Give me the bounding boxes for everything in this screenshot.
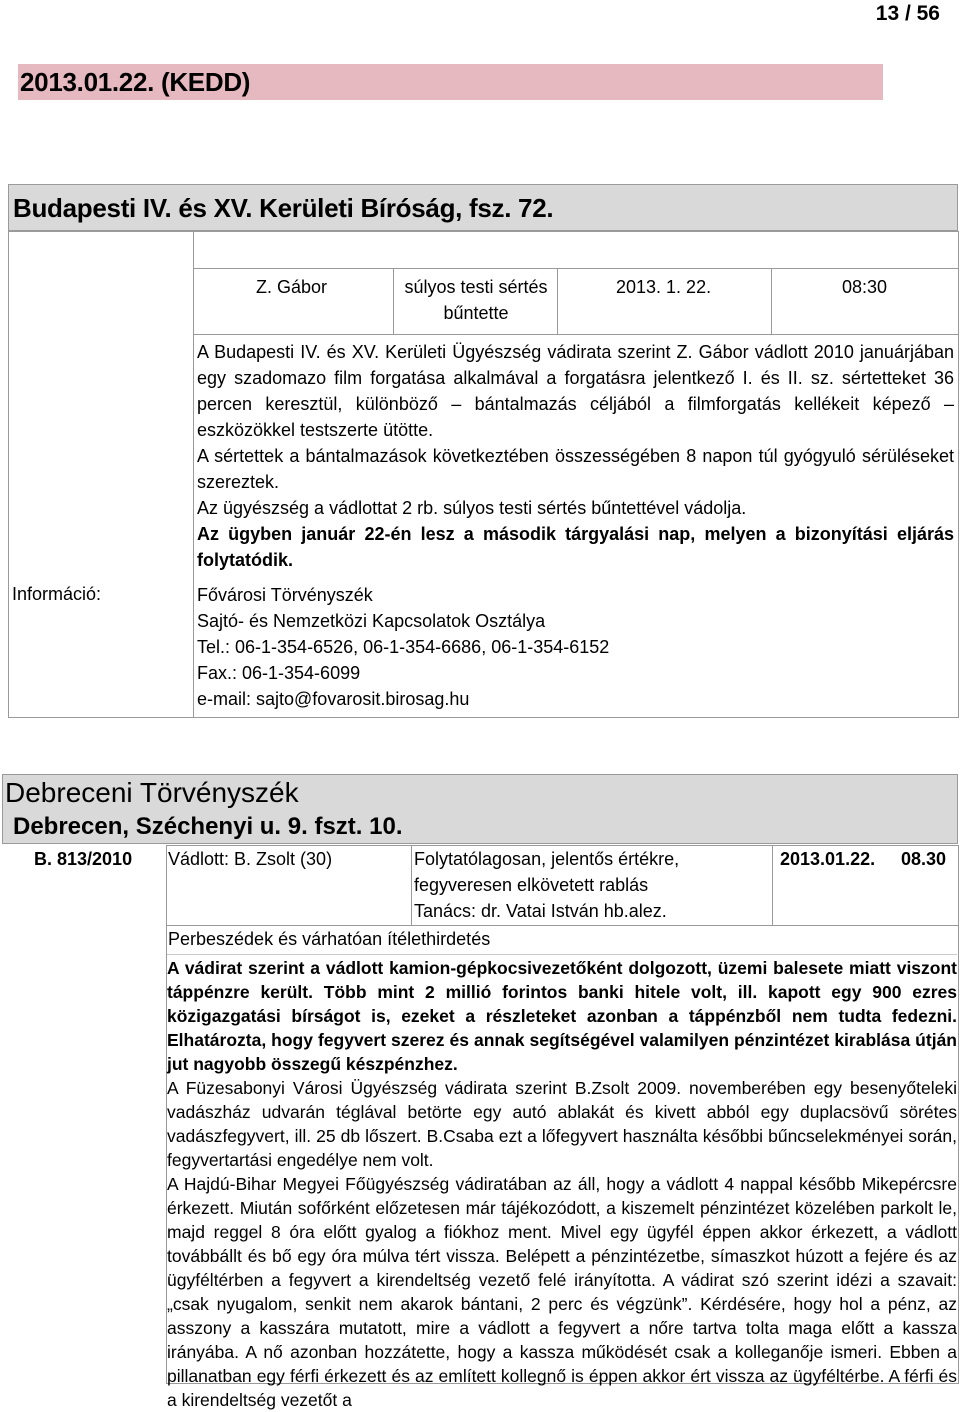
charge-line-1: Folytatólagosan, jelentős értékre,	[414, 849, 680, 869]
defendant-name: Z. Gábor	[256, 277, 328, 297]
defendant-cell	[194, 269, 394, 335]
description-paragraph: A Budapesti IV. és XV. Kerületi Ügyészség vádirata szerint Z. Gábor vádlott 2010 januárjában egy szadomazo film forgatása alkalmával a forgatásra jelentkező I. és II. sz. sértetteket 36 percen keresztül, különböző – bántalmazás céljából a filmforgatás kellékeit képező – eszközökkel testszerte ütötte.	[197, 342, 954, 440]
info-label: Információ:	[12, 584, 102, 604]
description-paragraph: A Füzesabonyi Városi Ügyészség vádirata szerint B.Zsolt 2009. novemberében egy besenyőteleki vadászház udvarán téglával betörte egy autó ablakát és kivett abból egy duplacsövű sörétes vadászfegyvert, ill. 25 db lőszert. B.Csaba ezt a lőfegyvert használta későbbi bűncselekményei során, fegyvertartási engedélye nem volt.	[167, 1078, 957, 1170]
court-header	[8, 184, 958, 231]
court-title: Debreceni Törvényszék	[5, 777, 299, 808]
press-contact	[197, 582, 897, 712]
time-cell	[772, 269, 959, 335]
label-column	[8, 231, 194, 718]
case-date: 2013.01.22.	[780, 849, 876, 869]
case-description	[197, 339, 954, 573]
case-time: 08.30	[901, 849, 947, 869]
description-paragraph: Az ügyészség a vádlottat 2 rb. súlyos testi sértés bűntettével vádolja.	[197, 498, 747, 518]
hearing-note: Az ügyben január 22-én lesz a második tárgyalási nap, melyen a bizonyítási eljárás folytatódik.	[197, 524, 954, 570]
court-address: Debrecen, Széchenyi u. 9. fszt. 10.	[13, 813, 403, 840]
contact-email[interactable]: e-mail: sajto@fovarosit.birosag.hu	[197, 689, 470, 709]
defendant-name: Vádlott: B. Zsolt (30)	[168, 849, 333, 869]
case-time: 08:30	[842, 277, 888, 297]
page-number: 13 / 56	[875, 2, 940, 25]
contact-org: Fővárosi Törvényszék	[197, 585, 373, 605]
description-paragraph: A sértettek a bántalmazások következtében összességében 8 napon túl gyógyuló sérüléseket szereztek.	[197, 446, 954, 492]
date-cell	[558, 269, 772, 335]
case-row	[166, 845, 959, 926]
charge-line-2: bűntette	[443, 303, 509, 323]
case-date: 2013. 1. 22.	[616, 277, 712, 297]
court-title: Budapesti IV. és XV. Kerületi Bíróság, fsz. 72.	[13, 193, 554, 223]
case-number: B. 813/2010	[34, 849, 133, 869]
date-banner	[18, 64, 883, 100]
description-bold: A vádirat szerint a vádlott kamion-gépkocsivezetőként dolgozott, üzemi balesete miatt viszont táppénzre került. Több mint 2 millió forintos banki hitele volt, ill. kapott egy 900 ezres közigazgatási bírságot is, ezeket a részleteket azonban a táppénzből nem tudta fedezni. Elhatározta, hogy fegyvert szerez és annak segítségével valamilyen pénzintézet kirablása útján jut nagyobb összegű készpénzhez.	[167, 958, 957, 1074]
hearing-stage: Perbeszédek és várhatóan ítélethirdetés	[168, 929, 491, 949]
court-header	[2, 774, 958, 844]
case-row	[194, 268, 959, 335]
council: Tanács: dr. Vatai István hb.alez.	[414, 901, 667, 921]
contact-dept: Sajtó- és Nemzetközi Kapcsolatok Osztálya	[197, 611, 546, 631]
date-banner-text: 2013.01.22. (KEDD)	[20, 67, 251, 97]
description-paragraph: A Hajdú-Bihar Megyei Főügyészség vádiratában az áll, hogy a vádlott 4 nappal később Mikepércsre érkezett. Miután sofőrként előzetesen már tájékozódott, a kiszemelt pénzintézet közelében parkolt le, majd reggel 8 óra előtt gyalog a fiókhoz ment. Mivel egy ügyfél éppen akkor érkezett, a vádlott továbbállt és bő egy óra múlva tért vissza. Belépett a pénzintézetbe, símaszkot húzott a fejére és az ügyféltérben a fegyvert a kirendeltség vezető felé irányította. A vádirat szó szerint idézi a szavait: „csak nyugalom, senkit nem akarok bántani, 2 perc és végzünk”. Kérdésére, hogy hol a pénz, az asszony a kasszára mutatott, mire a vádlott a fegyvert a nőre tartva tolta maga előtt a kassza irányába. A nő azonban hozzátette, hogy a kassza működését csak a kolleganője ismeri. Ebben a pillanatban egy férfi érkezett és az említett kollegnő is éppen akkor ért vissza az ügyféltérbe. A férfi és a kirendeltség vezetőt a	[167, 1174, 957, 1410]
case-description	[167, 956, 957, 1412]
contact-fax: Fax.: 06-1-354-6099	[197, 663, 361, 683]
charge-line-1: súlyos testi sértés	[404, 277, 548, 297]
charge-cell	[394, 269, 558, 335]
contact-phone: Tel.: 06-1-354-6526, 06-1-354-6686, 06-1-354-6152	[197, 637, 610, 657]
charge-line-2: fegyveresen elkövetett rablás	[414, 875, 649, 895]
